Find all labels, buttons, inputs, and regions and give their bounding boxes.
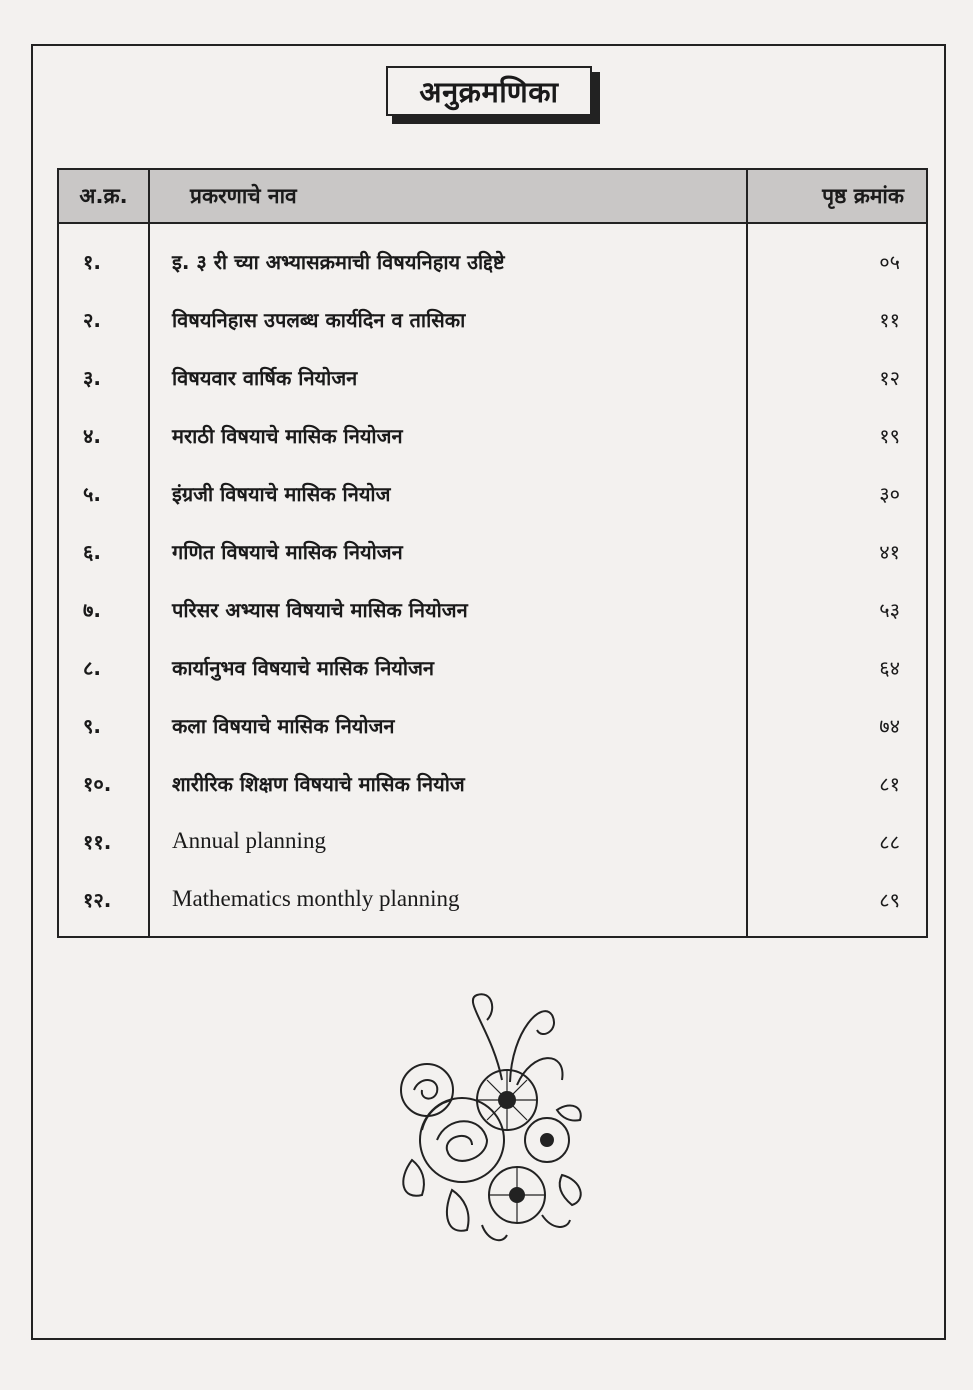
row-chapter: इंग्रजी विषयाचे मासिक नियोज [149,464,747,522]
table-row [58,580,927,638]
table-row [58,812,927,870]
row-page: ७४ [879,713,900,738]
row-page: ११ [879,307,900,332]
header-chapter-name: प्रकरणाचे नाव [149,169,747,223]
row-chapter: विषयवार वार्षिक नियोजन [149,348,747,406]
row-chapter: मराठी विषयाचे मासिक नियोजन [149,406,747,464]
row-chapter: परिसर अभ्यास विषयाचे मासिक नियोजन [149,580,747,638]
contents-table [57,168,928,938]
row-chapter: Mathematics monthly planning [149,870,747,937]
row-page: ०५ [879,249,900,274]
row-chapter: इ. ३ री च्या अभ्यासक्रमाची विषयनिहाय उद्दिष्टे [149,223,747,290]
page-title: अनुक्रमणिका [386,66,592,116]
row-serial: १. [58,223,149,290]
table-row [58,638,927,696]
row-chapter: शारीरिक शिक्षण विषयाचे मासिक नियोज [149,754,747,812]
row-page: ८९ [879,887,900,912]
row-chapter: गणित विषयाचे मासिक नियोजन [149,522,747,580]
title-box [386,66,600,124]
row-page: ८८ [879,829,900,854]
row-serial: ७. [58,580,149,638]
row-serial: ४. [58,406,149,464]
row-serial: १०. [58,754,149,812]
row-serial: ८. [58,638,149,696]
flower-bouquet-icon [392,990,592,1250]
header-row [58,169,927,223]
row-page: ५३ [879,597,900,622]
header-page-number: पृष्ठ क्रमांक [747,169,927,223]
row-page: ३० [879,481,900,506]
row-serial: ११. [58,812,149,870]
table-row [58,754,927,812]
table-row [58,348,927,406]
row-page: १२ [879,365,900,390]
row-serial: ३. [58,348,149,406]
header-serial-number: अ.क्र. [58,169,149,223]
row-chapter: Annual planning [149,812,747,870]
row-chapter: कला विषयाचे मासिक नियोजन [149,696,747,754]
row-serial: २. [58,290,149,348]
row-serial: ९. [58,696,149,754]
row-serial: १२. [58,870,149,937]
row-page: १९ [879,423,900,448]
row-chapter: कार्यानुभव विषयाचे मासिक नियोजन [149,638,747,696]
table-row [58,522,927,580]
table-row [58,870,927,937]
table-row [58,464,927,522]
table-row [58,223,927,290]
row-serial: ५. [58,464,149,522]
table-row [58,696,927,754]
table-row [58,406,927,464]
row-serial: ६. [58,522,149,580]
row-page: ८१ [879,771,900,796]
row-page: ४१ [879,539,900,564]
row-chapter: विषयनिहास उपलब्ध कार्यदिन व तासिका [149,290,747,348]
row-page: ६४ [879,655,900,680]
table-row [58,290,927,348]
